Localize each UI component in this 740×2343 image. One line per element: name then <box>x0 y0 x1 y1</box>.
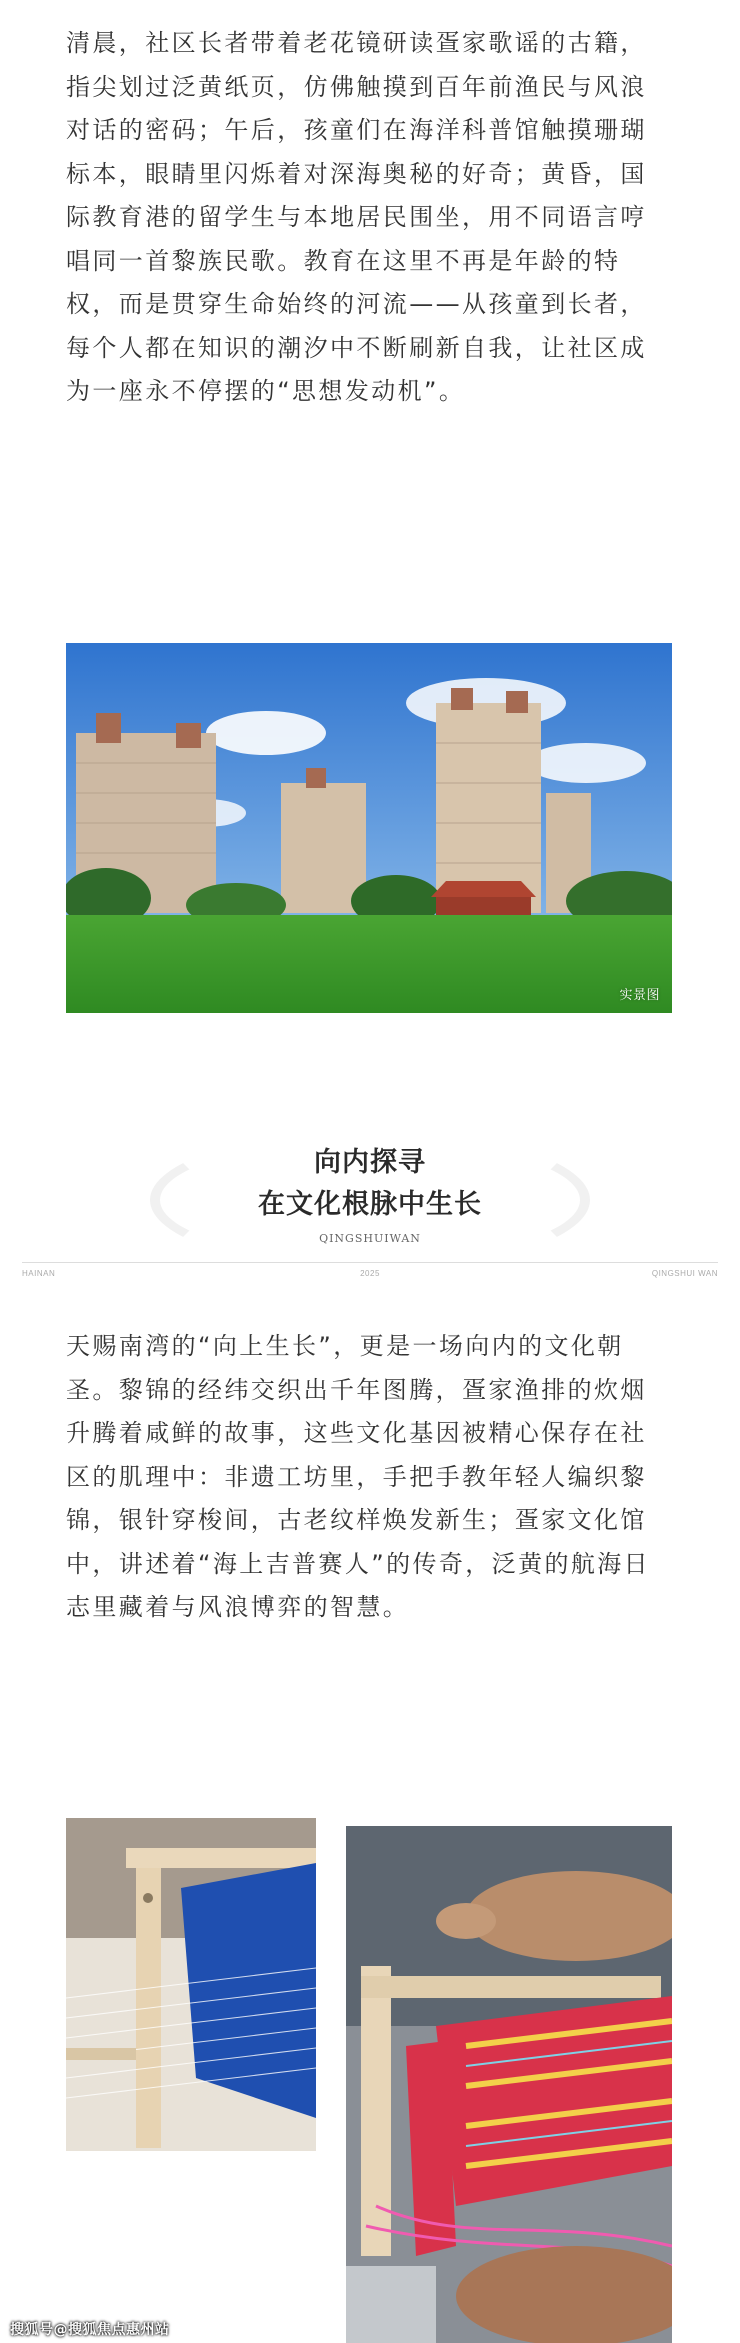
loom-photo-right <box>346 1826 672 2343</box>
watermark: 搜狐号@搜狐焦点惠州站 <box>10 2322 170 2338</box>
loom-photo-left <box>66 1818 316 2151</box>
section-heading <box>0 1110 740 1290</box>
divider-label-year: 2025 <box>360 1269 380 1278</box>
section-divider <box>22 1262 718 1263</box>
section-title-line1: 向内探寻 <box>314 1147 426 1178</box>
wooden-loom-image <box>66 1818 316 2151</box>
divider-label-right: QINGSHUI WAN <box>651 1269 718 1278</box>
section-subtitle: QINGSHUIWAN <box>319 1232 421 1245</box>
photo-caption: 实景图 <box>619 988 660 1003</box>
intro-paragraph: 清晨，社区长者带着老花镜研读疍家歌谣的古籍，指尖划过泛黄纸页，仿佛触摸到百年前渔民与风浪对话的密码；午后，孩童们在海洋科普馆触摸珊瑚标本，眼睛里闪烁着对深海奥秘的好奇；黄昏，国际教育港的留学生与本地居民围坐，用不同语言哼唱同一首黎族民歌。教育在这里不再是年龄的特权，而是贯穿生命始终的河流——从孩童到长者，每个人都在知识的潮汐中不断刷新自我，让社区成为一座永不停摆的“思想发动机”。 <box>66 29 647 405</box>
weaving-hands-image <box>346 1826 672 2343</box>
section-title-line2: 在文化根脉中生长 <box>258 1189 482 1220</box>
community-photo <box>66 643 672 1013</box>
divider-label-left: HAINAN <box>22 1269 56 1278</box>
culture-paragraph: 天赐南湾的“向上生长”，更是一场向内的文化朝圣。黎锦的经纬交织出千年图腾，疍家渔排的炊烟升腾着咸鲜的故事，这些文化基因被精心保存在社区的肌理中：非遗工坊里，手把手教年轻人编织黎锦，银针穿梭间，古老纹样焕发新生；疍家文化馆中，讲述着“海上吉普赛人”的传奇，泛黄的航海日志里藏着与风浪博弈的智慧。 <box>66 1332 651 1621</box>
community-scene-image <box>66 643 672 1013</box>
